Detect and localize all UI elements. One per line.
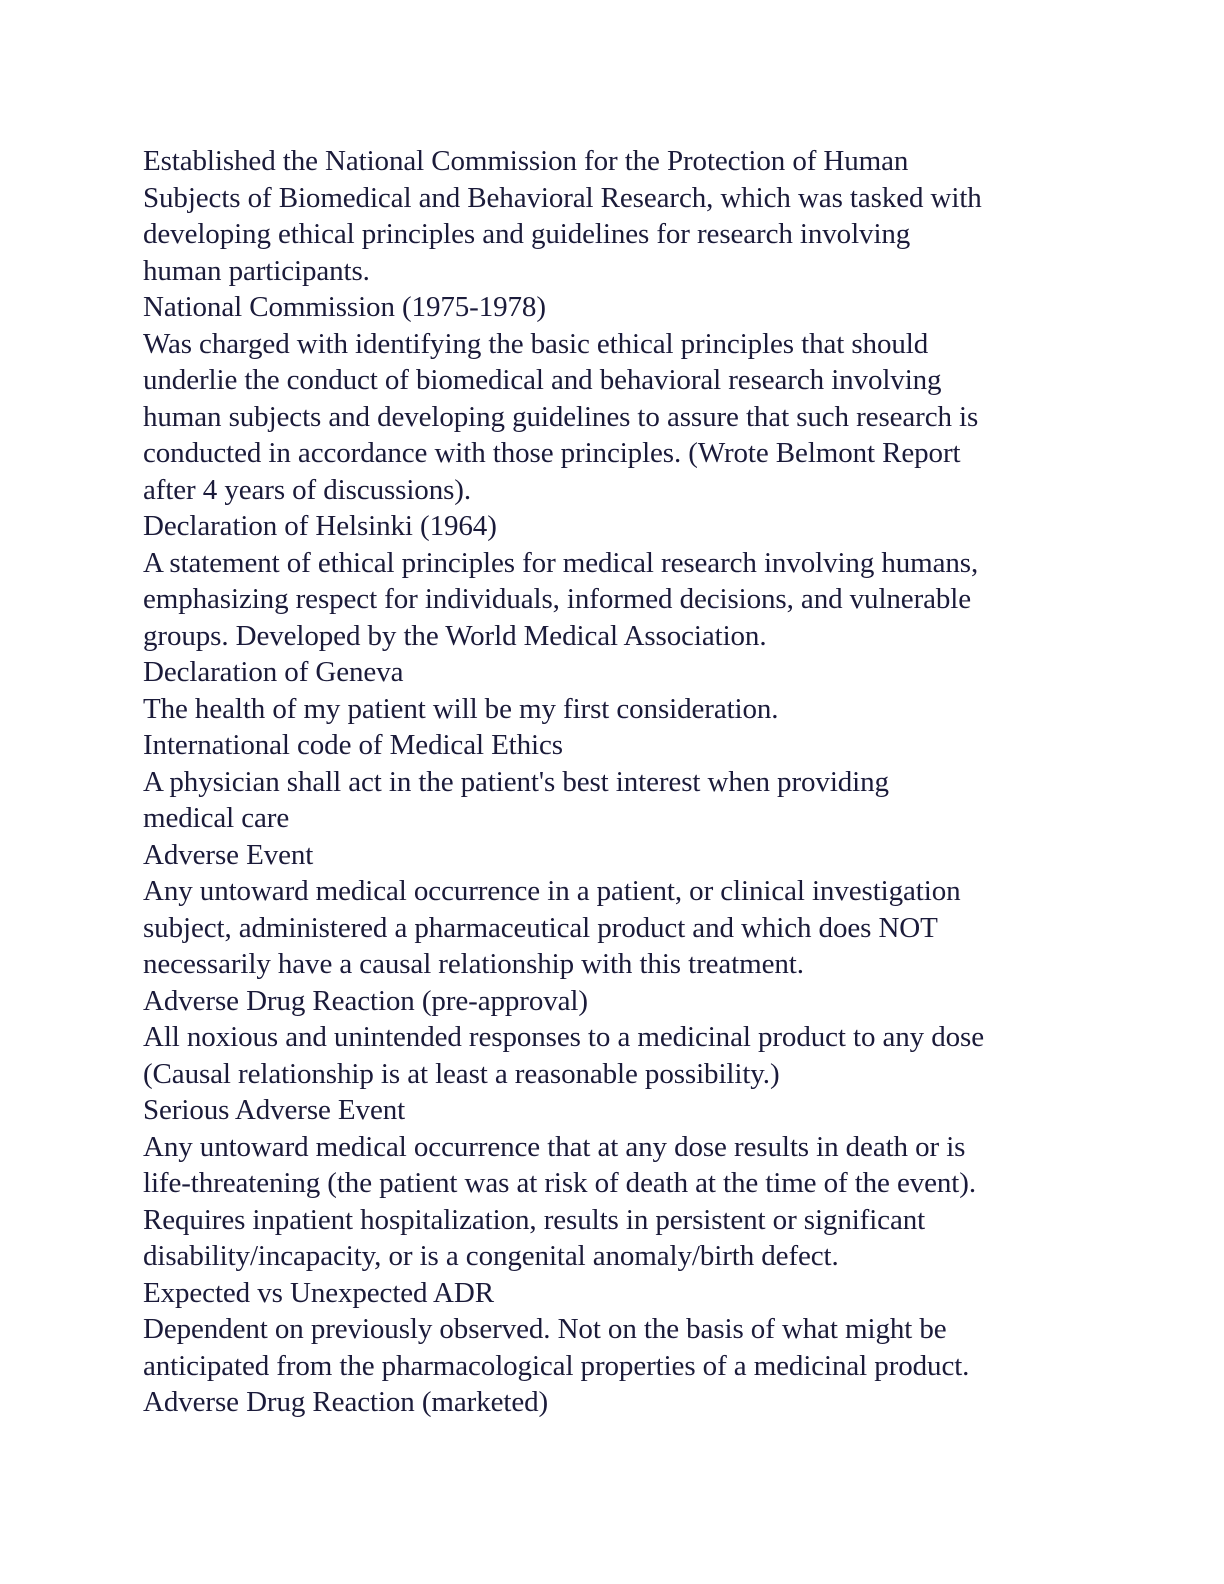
text-line: Dependent on previously observed. Not on the basis of what might be xyxy=(143,1313,947,1345)
text-line: All noxious and unintended responses to a medicinal product to any dose xyxy=(143,1021,984,1053)
text-line: Was charged with identifying the basic ethical principles that should xyxy=(143,327,929,360)
text-line: Requires inpatient hospitalization, results in persistent or significant xyxy=(143,1203,926,1236)
text-line: conducted in accordance with those principles. (Wrote Belmont Report xyxy=(143,437,961,469)
text-line: human subjects and developing guidelines to assure that such research is xyxy=(143,400,979,433)
text-line: groups. Developed by the World Medical Association. xyxy=(143,619,767,652)
term-heading: International code of Medical Ethics xyxy=(143,729,563,761)
text-line: The health of my patient will be my first consideration. xyxy=(143,692,779,725)
term-heading: National Commission (1975-1978) xyxy=(143,291,546,323)
text-line: A physician shall act in the patient's best interest when providing xyxy=(143,765,889,798)
term-heading: Adverse Drug Reaction (pre-approval) xyxy=(143,984,588,1017)
term-heading: Declaration of Geneva xyxy=(143,656,404,688)
text-line: anticipated from the pharmacological properties of a medicinal product. xyxy=(143,1349,970,1382)
text-line: (Causal relationship is at least a reasonable possibility.) xyxy=(143,1057,780,1090)
text-line: Subjects of Biomedical and Behavioral Research, which was tasked with xyxy=(143,181,982,214)
text-line: human participants. xyxy=(143,254,370,287)
text-line: underlie the conduct of biomedical and behavioral research involving xyxy=(143,364,942,396)
term-heading: Adverse Drug Reaction (marketed) xyxy=(143,1386,549,1418)
text-line: subject, administered a pharmaceutical product and which does NOT xyxy=(143,911,938,944)
text-line: Any untoward medical occurrence in a patient, or clinical investigation xyxy=(143,875,961,907)
document-page xyxy=(143,143,1083,1421)
text-line: A statement of ethical principles for medical research involving humans, xyxy=(143,546,979,579)
text-line: Any untoward medical occurrence that at any dose results in death or is xyxy=(143,1130,966,1163)
text-line: after 4 years of discussions). xyxy=(143,473,471,506)
text-line: developing ethical principles and guidelines for research involving xyxy=(143,218,911,250)
text-line: emphasizing respect for individuals, informed decisions, and vulnerable xyxy=(143,583,972,615)
text-line: Established the National Commission for the Protection of Human xyxy=(143,145,909,177)
term-heading: Declaration of Helsinki (1964) xyxy=(143,510,497,542)
term-heading: Adverse Event xyxy=(143,838,314,871)
term-heading: Expected vs Unexpected ADR xyxy=(143,1276,494,1309)
text-line: necessarily have a causal relationship with this treatment. xyxy=(143,948,804,980)
text-line: disability/incapacity, or is a congenital anomaly/birth defect. xyxy=(143,1240,839,1272)
text-line: medical care xyxy=(143,802,290,834)
text-line: life-threatening (the patient was at risk of death at the time of the event). xyxy=(143,1167,976,1199)
term-heading: Serious Adverse Event xyxy=(143,1094,406,1126)
